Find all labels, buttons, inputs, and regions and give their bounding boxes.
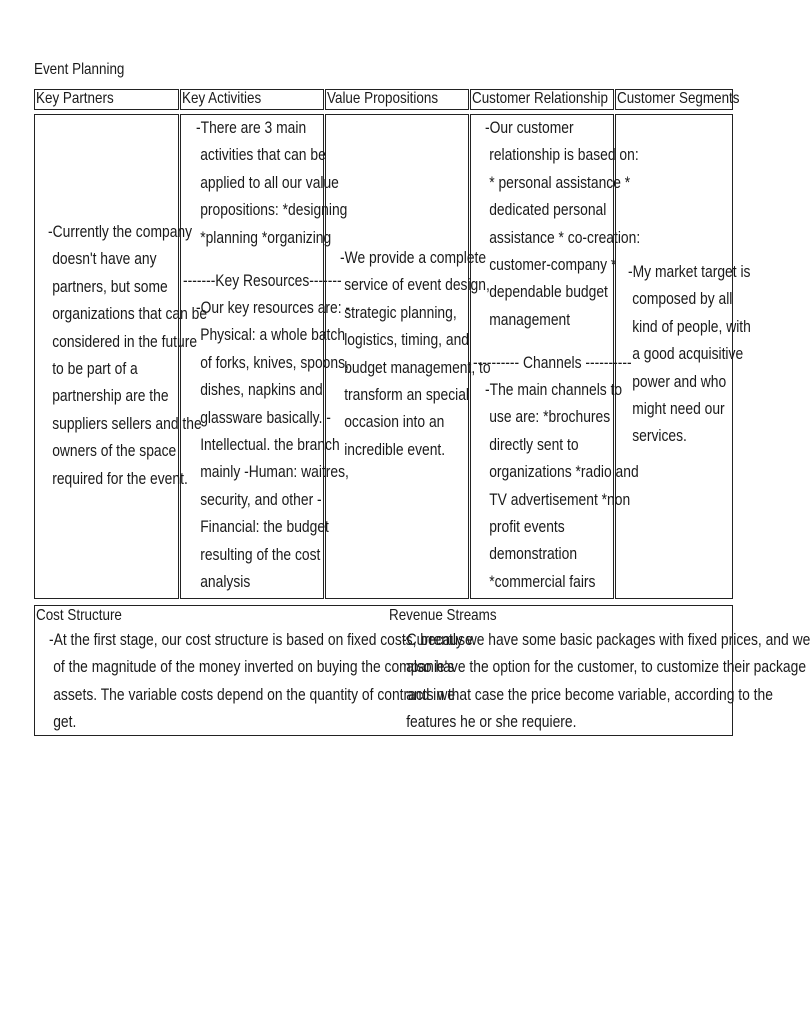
cost-structure-line: -At the first stage, our cost structure is based on fixed costs, because <box>49 631 473 649</box>
key-partners-line: owners of the space <box>52 442 177 461</box>
key-resources-line: analysis <box>200 573 251 592</box>
customer-relationship-line: management <box>489 310 571 329</box>
document-title: Event Planning <box>34 61 125 78</box>
channels-line: TV advertisement *non <box>489 490 631 509</box>
value-propositions-header-label: Value Propositions <box>327 90 439 107</box>
key-partners-line: partners, but some <box>52 277 168 296</box>
value-propositions-line: strategic planning, <box>344 303 457 322</box>
revenue-streams-line: also have the option for the customer, to customize their package <box>406 658 807 677</box>
key-resources-line: of forks, knives, spoons, <box>200 353 349 372</box>
header-value-propositions <box>325 89 469 110</box>
revenue-streams-text <box>402 627 810 737</box>
value-propositions-line: -We provide a complete <box>340 249 487 267</box>
customer-relationship-line: customer-company * <box>489 256 617 275</box>
key-activities-line: propositions: *designing <box>200 201 348 220</box>
key-activities-cell <box>180 114 351 599</box>
customer-segments-line: a good acquisitive <box>632 345 744 364</box>
value-propositions-line: logistics, timing, and <box>344 331 470 350</box>
channels-line: directly sent to <box>489 435 579 454</box>
key-resources-line: Financial: the budget <box>200 518 329 537</box>
revenue-streams-line: and in that case the price become variable, according to the <box>406 685 773 704</box>
key-resources-line: resulting of the cost <box>200 545 321 564</box>
channels-line: organizations *radio and <box>489 463 639 482</box>
channels-line: demonstration <box>489 545 578 564</box>
channels-line: -The main channels to <box>485 381 623 399</box>
header-customer-relationship <box>470 89 614 110</box>
header-customer-segments <box>615 89 740 110</box>
value-propositions-line: budget management, to <box>344 358 491 377</box>
revenue-streams-header: Revenue Streams <box>389 607 497 624</box>
key-partners-line: doesn't have any <box>52 250 157 269</box>
key-partners-header-label: Key Partners <box>36 90 114 107</box>
value-propositions-text <box>340 245 491 464</box>
key-partners-line: required for the event. <box>52 469 188 488</box>
customer-relationship-header-label: Customer Relationship <box>472 90 608 107</box>
customer-segments-line: kind of people, with <box>632 317 751 336</box>
key-resources-line: Intellectual. the branch <box>200 436 340 455</box>
cost-structure-line: get. <box>53 713 77 732</box>
channels-divider: ---------- Channels ---------- <box>473 354 632 372</box>
value-propositions-line: incredible event. <box>344 440 446 459</box>
customer-relationship-line: -Our customer <box>485 119 574 137</box>
customer-segments-line: composed by all <box>632 290 733 309</box>
value-propositions-cell <box>325 114 491 599</box>
customer-relationship-line: * personal assistance * <box>489 173 631 192</box>
value-propositions-line: transform an special <box>344 386 470 405</box>
channels-line: profit events <box>489 518 565 537</box>
key-resources-line: glassware basically. - <box>200 408 331 427</box>
key-resources-line: security, and other - <box>200 490 322 509</box>
cost-structure-line: assets. The variable costs depend on the quantity of contracts we <box>53 685 456 704</box>
customer-relationship-line: assistance * co-creation: <box>489 228 641 247</box>
key-partners-cell <box>34 114 208 599</box>
customer-relationship-line: dedicated personal <box>489 201 607 220</box>
key-resources-line: dishes, napkins and <box>200 381 323 400</box>
key-partners-line: organizations that can be <box>52 305 208 324</box>
cost-revenue-section <box>34 605 810 736</box>
customer-relationship-line: relationship is based on: <box>489 146 639 165</box>
key-resources-divider: -------Key Resources------- <box>183 272 342 290</box>
customer-segments-header-label: Customer Segments <box>617 90 740 107</box>
revenue-streams-line: features he or she requiere. <box>406 713 577 732</box>
key-activities-line: *planning *organizing <box>200 228 332 247</box>
customer-segments-line: -My market target is <box>628 263 751 281</box>
cost-structure-line: of the magnitude of the money inverted on buying the companie's <box>53 658 455 677</box>
value-propositions-line: occasion into an <box>344 413 445 432</box>
key-activities-line: applied to all our value <box>200 173 339 192</box>
key-partners-line: to be part of a <box>52 360 138 379</box>
customer-segments-cell <box>615 114 751 599</box>
customer-segments-text <box>628 259 751 451</box>
key-partners-line: considered in the future <box>52 332 198 351</box>
key-partners-line: partnership are the <box>52 387 169 406</box>
customer-segments-line: services. <box>632 427 687 446</box>
value-propositions-line: service of event design, <box>344 276 490 295</box>
channels-line: *commercial fairs <box>489 572 596 591</box>
revenue-streams-line: -Currently we have some basic packages with fixed prices, and we <box>402 631 810 649</box>
key-partners-line: -Currently the company <box>48 223 193 241</box>
cost-structure-header: Cost Structure <box>36 607 122 624</box>
key-resources-line: mainly -Human: waitres, <box>200 463 349 482</box>
key-activities-line: -There are 3 main <box>196 119 307 137</box>
key-activities-header-label: Key Activities <box>182 90 262 107</box>
customer-relationship-cell <box>470 114 641 599</box>
key-resources-line: -Our key resources are: - <box>196 299 351 317</box>
header-key-activities <box>180 89 324 110</box>
customer-segments-line: power and who <box>632 372 727 391</box>
header-key-partners <box>34 89 179 110</box>
key-activities-line: activities that can be <box>200 146 326 165</box>
channels-line: use are: *brochures <box>489 408 611 427</box>
customer-relationship-line: dependable budget <box>489 283 608 302</box>
key-partners-line: suppliers sellers and the <box>52 414 202 433</box>
customer-segments-line: might need our <box>632 400 725 419</box>
key-resources-line: Physical: a whole batch <box>200 326 346 345</box>
